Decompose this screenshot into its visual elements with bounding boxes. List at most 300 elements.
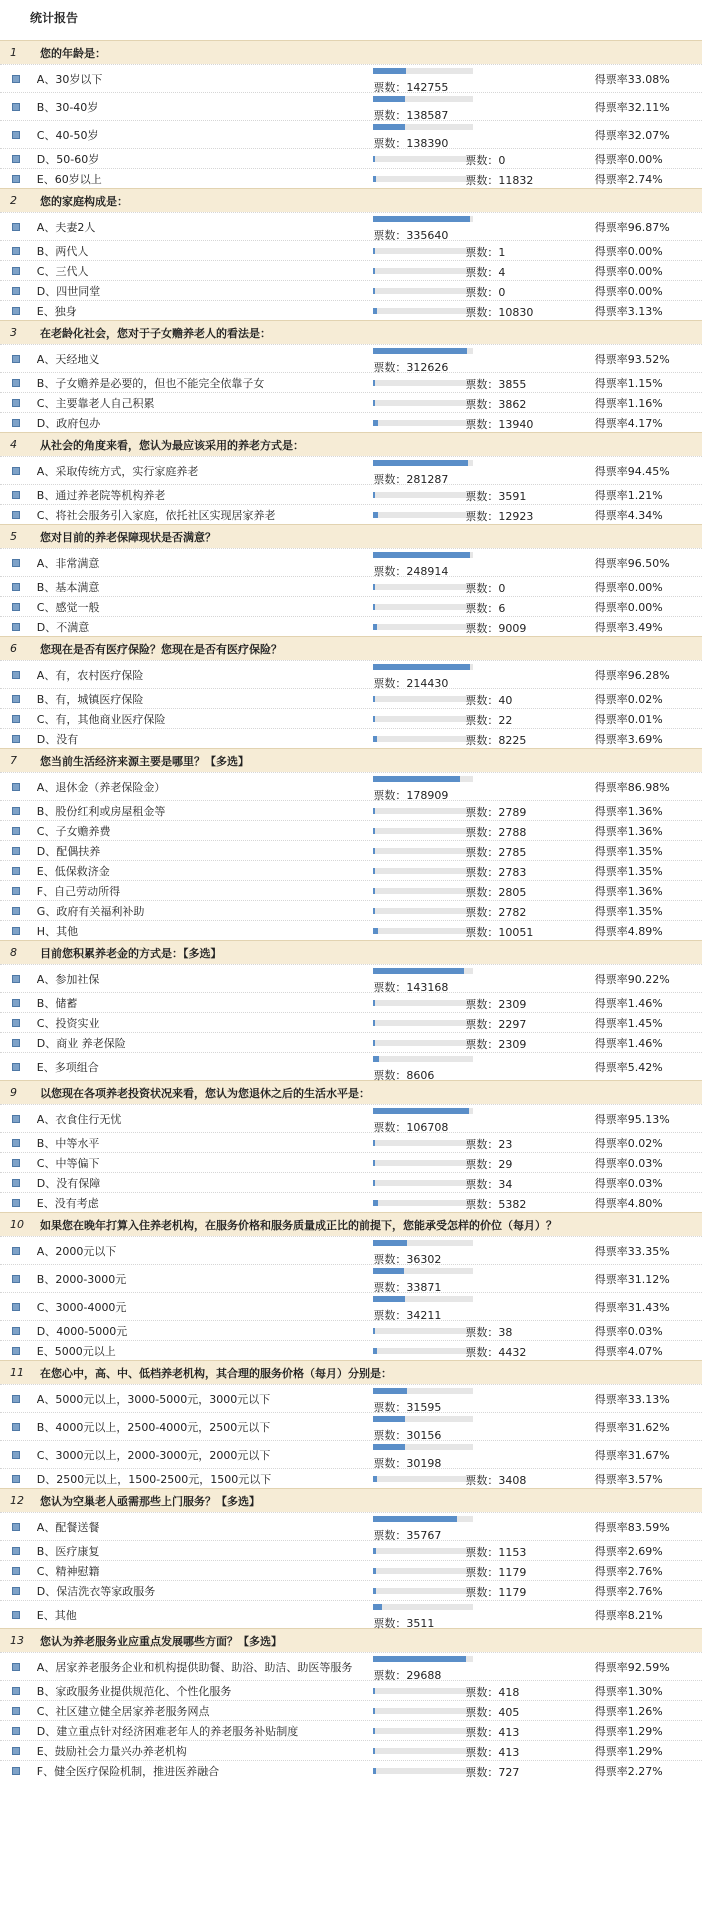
- option-label: E、5000元以上: [36, 1344, 116, 1358]
- option-stats: [373, 485, 594, 504]
- rate-value: 3.49%: [627, 620, 663, 634]
- option-label: C、3000元以上，2000-3000元，2000元以下: [36, 1448, 271, 1462]
- vote-bar: [373, 776, 473, 782]
- vote-count: [465, 1584, 526, 1600]
- option-label: A、30岁以下: [36, 72, 103, 86]
- vote-value: 2309: [498, 998, 527, 1011]
- arrow-icon: [0, 623, 37, 631]
- vote-bar-fill: [373, 1688, 375, 1694]
- vote-bar: [373, 1056, 473, 1062]
- question-number: 8: [10, 946, 17, 959]
- vote-value: 4432: [498, 1346, 527, 1359]
- vote-value: 138587: [406, 109, 449, 122]
- option-label: C、40-50岁: [36, 128, 99, 142]
- rate-value: 1.21%: [627, 488, 663, 502]
- vote-bar: [373, 584, 473, 590]
- rate-value: 31.43%: [627, 1300, 670, 1314]
- rate-prefix: 得票率: [594, 732, 628, 746]
- vote-rate: [595, 375, 702, 391]
- vote-bar: [373, 552, 473, 558]
- vote-bar: [373, 1000, 473, 1006]
- option-row: [0, 240, 702, 260]
- option-row: [0, 1512, 702, 1540]
- vote-value: 11832: [498, 174, 534, 187]
- rate-prefix: 得票率: [594, 1724, 628, 1738]
- vote-value: 34211: [406, 1309, 442, 1322]
- vote-bar: [373, 968, 473, 974]
- vote-rate: [595, 487, 702, 503]
- option-label: G、政府有关福利补助: [36, 904, 145, 918]
- vote-bar: [373, 888, 473, 894]
- vote-prefix: 票数：: [465, 174, 499, 187]
- rate-value: 5.42%: [627, 1060, 663, 1074]
- option-label: D、商业 养老保险: [36, 1036, 126, 1050]
- vote-prefix: 票数：: [373, 1281, 407, 1294]
- vote-rate: [595, 1343, 702, 1359]
- vote-rate: [595, 1683, 702, 1699]
- question-header: [0, 940, 702, 964]
- option-label: C、投资实业: [36, 1016, 100, 1030]
- vote-prefix: 票数：: [373, 1401, 407, 1414]
- vote-bar-fill: [373, 1020, 375, 1026]
- option-label: A、采取传统方式，实行家庭养老: [36, 464, 199, 478]
- vote-prefix: 票数：: [373, 677, 407, 690]
- vote-rate: [595, 823, 702, 839]
- vote-bar: [373, 1140, 473, 1146]
- option-stats: [373, 1053, 594, 1080]
- rate-value: 2.69%: [627, 1544, 663, 1558]
- option-label: B、股份红利或房屋租金等: [36, 804, 166, 818]
- vote-prefix: 票数：: [465, 418, 499, 431]
- rate-value: 31.67%: [627, 1448, 670, 1462]
- option-row: [0, 964, 702, 992]
- rate-value: 0.03%: [627, 1156, 663, 1170]
- option-label: C、精神慰籍: [36, 1564, 100, 1578]
- vote-rate: [595, 599, 702, 615]
- vote-value: 3591: [498, 490, 527, 503]
- question-title: 在您心中，高、中、低档养老机构，其合理的服务价格（每月）分别是：: [40, 1366, 392, 1380]
- vote-value: 2782: [498, 906, 527, 919]
- vote-prefix: 票数：: [373, 1253, 407, 1266]
- option-stats: [373, 1265, 594, 1292]
- rate-prefix: 得票率: [594, 152, 628, 166]
- vote-rate: [595, 1391, 702, 1407]
- vote-prefix: 票数：: [465, 998, 499, 1011]
- vote-bar-fill: [373, 868, 375, 874]
- vote-prefix: 票数：: [465, 378, 499, 391]
- vote-rate: [595, 219, 702, 235]
- vote-value: 335640: [406, 229, 449, 242]
- option-row: [0, 688, 702, 708]
- vote-bar: [373, 420, 473, 426]
- vote-prefix: 票数：: [465, 1686, 499, 1699]
- option-row: [0, 344, 702, 372]
- option-stats: [373, 93, 594, 120]
- option-row: [0, 92, 702, 120]
- vote-rate: [595, 303, 702, 319]
- arrow-icon: [0, 583, 37, 591]
- option-stats: [373, 1761, 594, 1780]
- question-title: 在老龄化社会，您对于子女赡养老人的看法是：: [40, 326, 271, 340]
- vote-rate: [595, 1015, 702, 1031]
- vote-value: 10830: [498, 306, 534, 319]
- vote-bar: [373, 1040, 473, 1046]
- rate-value: 1.16%: [627, 396, 663, 410]
- option-row: [0, 1320, 702, 1340]
- vote-bar: [373, 1748, 473, 1754]
- rate-value: 0.00%: [627, 580, 663, 594]
- rate-value: 4.17%: [627, 416, 663, 430]
- arrow-icon: [0, 1547, 37, 1555]
- option-stats: [373, 965, 594, 992]
- option-label: D、建立重点针对经济困难老年人的养老服务补贴制度: [36, 1724, 299, 1738]
- vote-value: 1179: [498, 1566, 527, 1579]
- vote-value: 10051: [498, 926, 534, 939]
- vote-prefix: 票数：: [465, 602, 499, 615]
- vote-value: 4: [498, 266, 506, 279]
- option-stats: [373, 261, 594, 280]
- arrow-icon: [0, 1395, 37, 1403]
- vote-prefix: 票数：: [373, 361, 407, 374]
- vote-rate: [595, 883, 702, 899]
- vote-bar: [373, 1296, 473, 1302]
- vote-bar-fill: [373, 1240, 406, 1246]
- vote-bar: [373, 828, 473, 834]
- vote-value: 413: [498, 1726, 520, 1739]
- vote-count: [465, 692, 512, 708]
- vote-value: 22: [498, 714, 513, 727]
- option-label: E、其他: [36, 1608, 77, 1622]
- vote-prefix: 票数：: [373, 1121, 407, 1134]
- vote-rate: [595, 1659, 702, 1675]
- option-row: [0, 1052, 702, 1080]
- rate-prefix: 得票率: [594, 416, 628, 430]
- option-stats: [373, 549, 594, 576]
- vote-count: [465, 488, 526, 504]
- vote-bar: [373, 868, 473, 874]
- option-row: [0, 148, 702, 168]
- arrow-icon: [0, 75, 37, 83]
- rate-value: 1.35%: [627, 904, 663, 918]
- vote-count: [465, 996, 526, 1012]
- arrow-icon: [0, 419, 37, 427]
- option-row: [0, 1104, 702, 1132]
- option-row: [0, 920, 702, 940]
- vote-bar-fill: [373, 604, 375, 610]
- option-label: D、政府包办: [36, 416, 101, 430]
- option-row: [0, 860, 702, 880]
- rate-prefix: 得票率: [594, 1016, 628, 1030]
- arrow-icon: [0, 1019, 37, 1027]
- vote-rate: [595, 691, 702, 707]
- vote-prefix: 票数：: [465, 1158, 499, 1171]
- option-row: [0, 1340, 702, 1360]
- vote-count: [465, 244, 505, 260]
- option-label: E、多项组合: [36, 1060, 99, 1074]
- rate-value: 3.69%: [627, 732, 663, 746]
- vote-prefix: 票数：: [373, 81, 407, 94]
- option-stats: [373, 1105, 594, 1132]
- vote-rate: [595, 1243, 702, 1259]
- option-row: [0, 616, 702, 636]
- vote-value: 3408: [498, 1474, 527, 1487]
- rate-value: 1.35%: [627, 844, 663, 858]
- option-stats: [373, 241, 594, 260]
- vote-count: [465, 1036, 526, 1052]
- vote-bar-fill: [373, 1416, 405, 1422]
- question-header: [0, 1080, 702, 1104]
- option-row: [0, 64, 702, 92]
- vote-count: [465, 904, 526, 920]
- vote-bar-fill: [373, 1568, 376, 1574]
- vote-prefix: 票数：: [465, 866, 499, 879]
- option-row: [0, 596, 702, 616]
- vote-bar: [373, 1728, 473, 1734]
- vote-prefix: 票数：: [465, 1138, 499, 1151]
- rate-prefix: 得票率: [594, 824, 628, 838]
- vote-value: 214430: [406, 677, 449, 690]
- rate-value: 96.87%: [627, 220, 670, 234]
- rate-value: 1.26%: [627, 1704, 663, 1718]
- vote-prefix: 票数：: [465, 1546, 499, 1559]
- option-label: D、没有: [36, 732, 79, 746]
- vote-bar-fill: [373, 1000, 375, 1006]
- vote-bar: [373, 808, 473, 814]
- question-header: [0, 1488, 702, 1512]
- vote-count: [465, 712, 512, 728]
- option-stats: [373, 505, 594, 524]
- vote-value: 1153: [498, 1546, 527, 1559]
- vote-bar: [373, 1328, 473, 1334]
- option-stats: [373, 1581, 594, 1600]
- arrow-icon: [0, 511, 37, 519]
- vote-value: 36302: [406, 1253, 442, 1266]
- rate-prefix: 得票率: [594, 1744, 628, 1758]
- vote-count: [465, 824, 526, 840]
- vote-value: 727: [498, 1766, 520, 1779]
- arrow-icon: [0, 927, 37, 935]
- option-row: [0, 1192, 702, 1212]
- rate-value: 1.46%: [627, 1036, 663, 1050]
- vote-prefix: 票数：: [465, 398, 499, 411]
- option-stats: [373, 1513, 594, 1540]
- vote-bar: [373, 492, 473, 498]
- vote-bar: [373, 624, 473, 630]
- question-title: 您的年龄是：: [40, 46, 106, 60]
- option-label: C、感觉一般: [36, 600, 100, 614]
- rate-value: 33.35%: [627, 1244, 670, 1258]
- vote-prefix: 票数：: [465, 826, 499, 839]
- vote-prefix: 票数：: [373, 473, 407, 486]
- vote-bar: [373, 512, 473, 518]
- arrow-icon: [0, 559, 37, 567]
- option-stats: [373, 1013, 594, 1032]
- option-stats: [373, 413, 594, 432]
- vote-prefix: 票数：: [373, 1069, 407, 1082]
- option-row: [0, 1540, 702, 1560]
- vote-rate: [595, 395, 702, 411]
- option-row: [0, 708, 702, 728]
- vote-count: [465, 1704, 519, 1720]
- vote-prefix: 票数：: [465, 1178, 499, 1191]
- rate-value: 2.27%: [627, 1764, 663, 1778]
- vote-bar: [373, 1108, 473, 1114]
- vote-value: 3862: [498, 398, 527, 411]
- vote-bar: [373, 1268, 473, 1274]
- vote-prefix: 票数：: [465, 846, 499, 859]
- vote-bar-fill: [373, 552, 470, 558]
- vote-bar-fill: [373, 1516, 457, 1522]
- vote-rate: [595, 843, 702, 859]
- option-row: [0, 300, 702, 320]
- rate-value: 92.59%: [627, 1660, 670, 1674]
- vote-bar: [373, 1588, 473, 1594]
- option-row: [0, 1032, 702, 1052]
- vote-bar: [373, 1604, 473, 1610]
- option-row: [0, 1236, 702, 1264]
- vote-bar-fill: [373, 1328, 375, 1334]
- question-number: 4: [10, 438, 17, 451]
- option-row: [0, 260, 702, 280]
- rate-prefix: 得票率: [594, 1472, 628, 1486]
- question-number: 11: [10, 1366, 24, 1379]
- vote-value: 0: [498, 154, 506, 167]
- vote-bar-fill: [373, 124, 405, 130]
- vote-bar-fill: [373, 1180, 375, 1186]
- vote-rate: [595, 1323, 702, 1339]
- vote-prefix: 票数：: [465, 622, 499, 635]
- rate-value: 1.29%: [627, 1744, 663, 1758]
- question-number: 7: [10, 754, 17, 767]
- option-stats: [373, 661, 594, 688]
- vote-value: 38: [498, 1326, 513, 1339]
- option-row: [0, 800, 702, 820]
- rate-value: 1.36%: [627, 824, 663, 838]
- arrow-icon: [0, 1707, 37, 1715]
- rate-value: 1.45%: [627, 1016, 663, 1030]
- vote-count: [465, 844, 526, 860]
- vote-rate: [595, 779, 702, 795]
- vote-bar-fill: [373, 512, 377, 518]
- vote-count: [465, 864, 526, 880]
- question-number: 2: [10, 194, 17, 207]
- vote-prefix: 票数：: [465, 246, 499, 259]
- option-stats: [373, 373, 594, 392]
- vote-bar-fill: [373, 1708, 375, 1714]
- rate-prefix: 得票率: [594, 352, 628, 366]
- option-label: B、家政服务业提供规范化、个性化服务: [36, 1684, 232, 1698]
- option-stats: [373, 1441, 594, 1468]
- arrow-icon: [0, 131, 37, 139]
- arrow-icon: [0, 1159, 37, 1167]
- vote-count: [373, 1615, 434, 1631]
- option-stats: [373, 861, 594, 880]
- vote-value: 3511: [406, 1617, 435, 1630]
- option-label: E、没有考虑: [36, 1196, 99, 1210]
- vote-bar: [373, 216, 473, 222]
- vote-value: 248914: [406, 565, 449, 578]
- vote-bar: [373, 664, 473, 670]
- vote-value: 3855: [498, 378, 527, 391]
- option-stats: [373, 993, 594, 1012]
- vote-rate: [595, 71, 702, 87]
- option-stats: [373, 773, 594, 800]
- vote-value: 2785: [498, 846, 527, 859]
- vote-bar: [373, 1160, 473, 1166]
- vote-count: [465, 924, 533, 940]
- option-stats: [373, 1293, 594, 1320]
- option-label: F、自己劳动所得: [36, 884, 121, 898]
- option-stats: [373, 301, 594, 320]
- question-number: 13: [10, 1634, 24, 1647]
- option-row: [0, 456, 702, 484]
- vote-bar-fill: [373, 1604, 381, 1610]
- vote-bar: [373, 1476, 473, 1482]
- rate-prefix: 得票率: [594, 1196, 628, 1210]
- option-stats: [373, 729, 594, 748]
- vote-prefix: 票数：: [465, 266, 499, 279]
- rate-value: 96.50%: [627, 556, 670, 570]
- arrow-icon: [0, 1179, 37, 1187]
- vote-value: 2805: [498, 886, 527, 899]
- arrow-icon: [0, 1767, 37, 1775]
- vote-bar-fill: [373, 1140, 375, 1146]
- vote-rate: [595, 1419, 702, 1435]
- arrow-icon: [0, 287, 37, 295]
- option-row: [0, 548, 702, 576]
- rate-prefix: 得票率: [594, 1156, 628, 1170]
- vote-rate: [595, 1135, 702, 1151]
- option-label: B、有，城镇医疗保险: [36, 692, 144, 706]
- arrow-icon: [0, 175, 37, 183]
- vote-rate: [595, 1299, 702, 1315]
- arrow-icon: [0, 1747, 37, 1755]
- option-label: B、2000-3000元: [36, 1272, 127, 1286]
- option-label: B、4000元以上，2500-4000元，2500元以下: [36, 1420, 271, 1434]
- vote-value: 8606: [406, 1069, 435, 1082]
- option-row: [0, 1560, 702, 1580]
- rate-prefix: 得票率: [594, 972, 628, 986]
- arrow-icon: [0, 155, 37, 163]
- vote-value: 30198: [406, 1457, 442, 1470]
- question-header: [0, 40, 702, 64]
- vote-rate: [595, 711, 702, 727]
- rate-prefix: 得票率: [594, 1520, 628, 1534]
- vote-bar-fill: [373, 1476, 377, 1482]
- option-label: B、两代人: [36, 244, 89, 258]
- vote-count: [465, 1196, 526, 1212]
- vote-rate: [595, 667, 702, 683]
- rate-value: 1.15%: [627, 376, 663, 390]
- vote-bar-fill: [373, 460, 467, 466]
- option-row: [0, 504, 702, 524]
- option-row: [0, 1152, 702, 1172]
- arrow-icon: [0, 807, 37, 815]
- option-stats: [373, 821, 594, 840]
- question-title: 您认为养老服务业应重点发展哪些方面？【多选】: [40, 1634, 282, 1648]
- rate-prefix: 得票率: [594, 1344, 628, 1358]
- vote-count: [373, 1067, 434, 1083]
- option-stats: [373, 841, 594, 860]
- vote-bar-fill: [373, 1388, 406, 1394]
- option-label: E、独身: [36, 304, 77, 318]
- vote-bar: [373, 696, 473, 702]
- vote-value: 12923: [498, 510, 534, 523]
- vote-count: [465, 1176, 512, 1192]
- vote-rate: [595, 1447, 702, 1463]
- vote-prefix: 票数：: [373, 1457, 407, 1470]
- arrow-icon: [0, 1687, 37, 1695]
